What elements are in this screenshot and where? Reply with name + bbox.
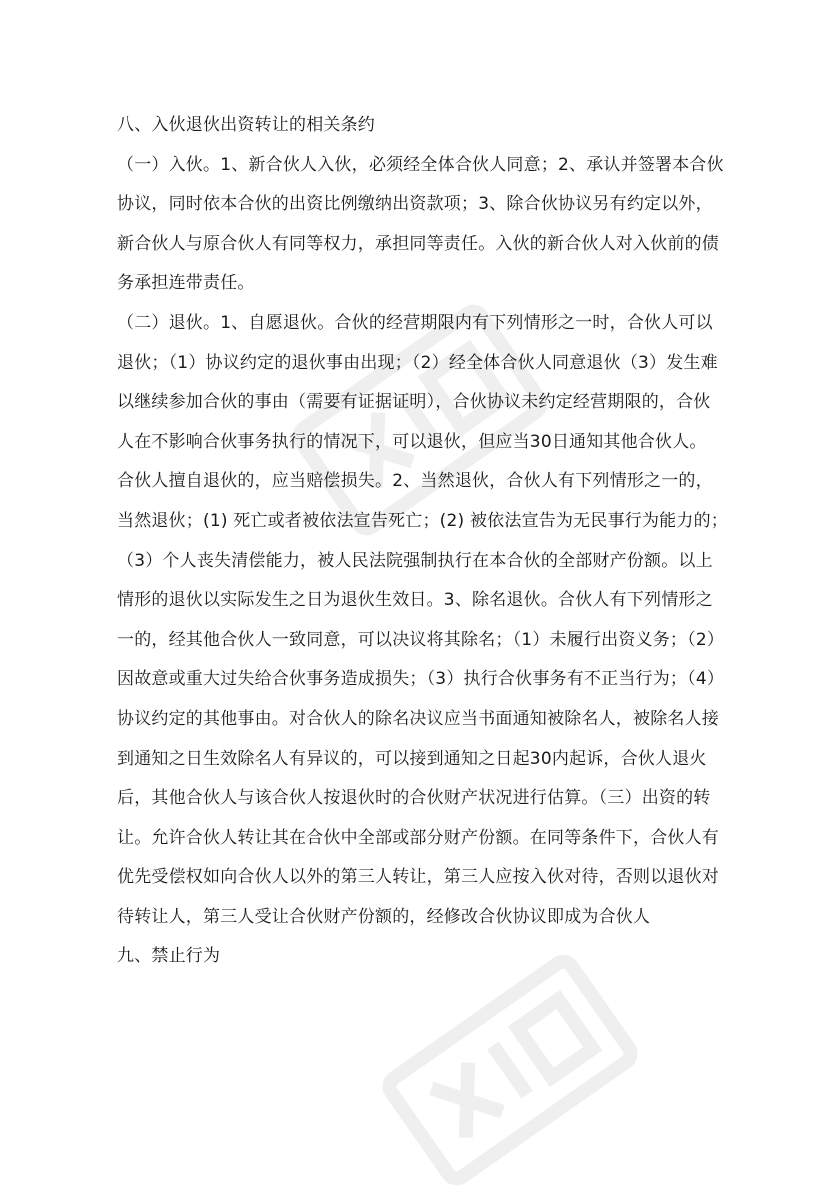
section-heading: 九、禁止行为 (117, 946, 221, 967)
text-line: 后，其他合伙人与该合伙人按退伙时的合伙财产状况进行估算。（三）出资的转 (117, 788, 711, 809)
text-line: 因故意或重大过失给合伙事务造成损失；（3）执行合伙事务有不正当行为；（4） (117, 669, 725, 690)
text-line: 新合伙人与原合伙人有同等权力，承担同等责任。入伙的新合伙人对入伙前的债 (117, 233, 719, 254)
document-body (117, 106, 728, 977)
text-line: 到通知之日生效除名人有异议的，可以接到通知之日起30内起诉，合伙人退火 (117, 748, 707, 769)
text-line: （3）个人丧失清偿能力，被人民法院强制执行在本合伙的全部财产份额。以上 (117, 550, 713, 571)
text-line: （二）退伙。1、自愿退伙。合伙的经营期限内有下列情形之一时，合伙人可以 (117, 312, 713, 333)
text-line: 合伙人擅自退伙的，应当赔偿损失。2、当然退伙，合伙人有下列情形之一的， (117, 471, 713, 492)
text-line: 以继续参加合伙的事由（需要有证据证明），合伙协议未约定经营期限的，合伙 (117, 392, 711, 413)
text-line: 情形的退伙以实际发生之日为退伙生效日。3、除名退伙。合伙人有下列情形之 (117, 590, 713, 611)
text-line: 退伙；（1）协议约定的退伙事由出现；（2）经全体合伙人同意退伙（3）发生难 (117, 352, 718, 373)
text-line: 一的，经其他合伙人一致同意，可以决议将其除名；（1）未履行出资义务；（2） (117, 629, 725, 650)
text-line: 人在不影响合伙事务执行的情况下，可以退伙，但应当30日通知其他合伙人。 (117, 431, 707, 452)
text-line: 优先受偿权如向合伙人以外的第三人转让，第三人应按入伙对待，否则以退伙对 (117, 867, 719, 888)
text-line: 协议，同时依本合伙的出资比例缴纳出资款项；3、除合伙协议另有约定以外， (117, 194, 713, 215)
watermark-logo-2 (340, 940, 680, 1200)
text-line: （一）入伙。1、新合伙人入伙，必须经全体合伙人同意；2、承认并签署本合伙 (117, 154, 724, 175)
text-line: 务承担连带责任。 (117, 273, 255, 294)
text-line: 待转让人，第三人受让合伙财产份额的，经修改合伙协议即成为合伙人 (117, 906, 651, 927)
section-heading: 八、入伙退伙出资转让的相关条约 (117, 115, 375, 135)
text-line: 让。允许合伙人转让其在合伙中全部或部分财产份额。在同等条件下，合伙人有 (117, 827, 719, 848)
text-line: 协议约定的其他事由。对合伙人的除名决议应当书面通知被除名人，被除名人接 (117, 708, 719, 729)
text-line: 当然退伙；(1) 死亡或者被依法宣告死亡；(2) 被依法宣告为无民事行为能力的； (117, 510, 728, 531)
